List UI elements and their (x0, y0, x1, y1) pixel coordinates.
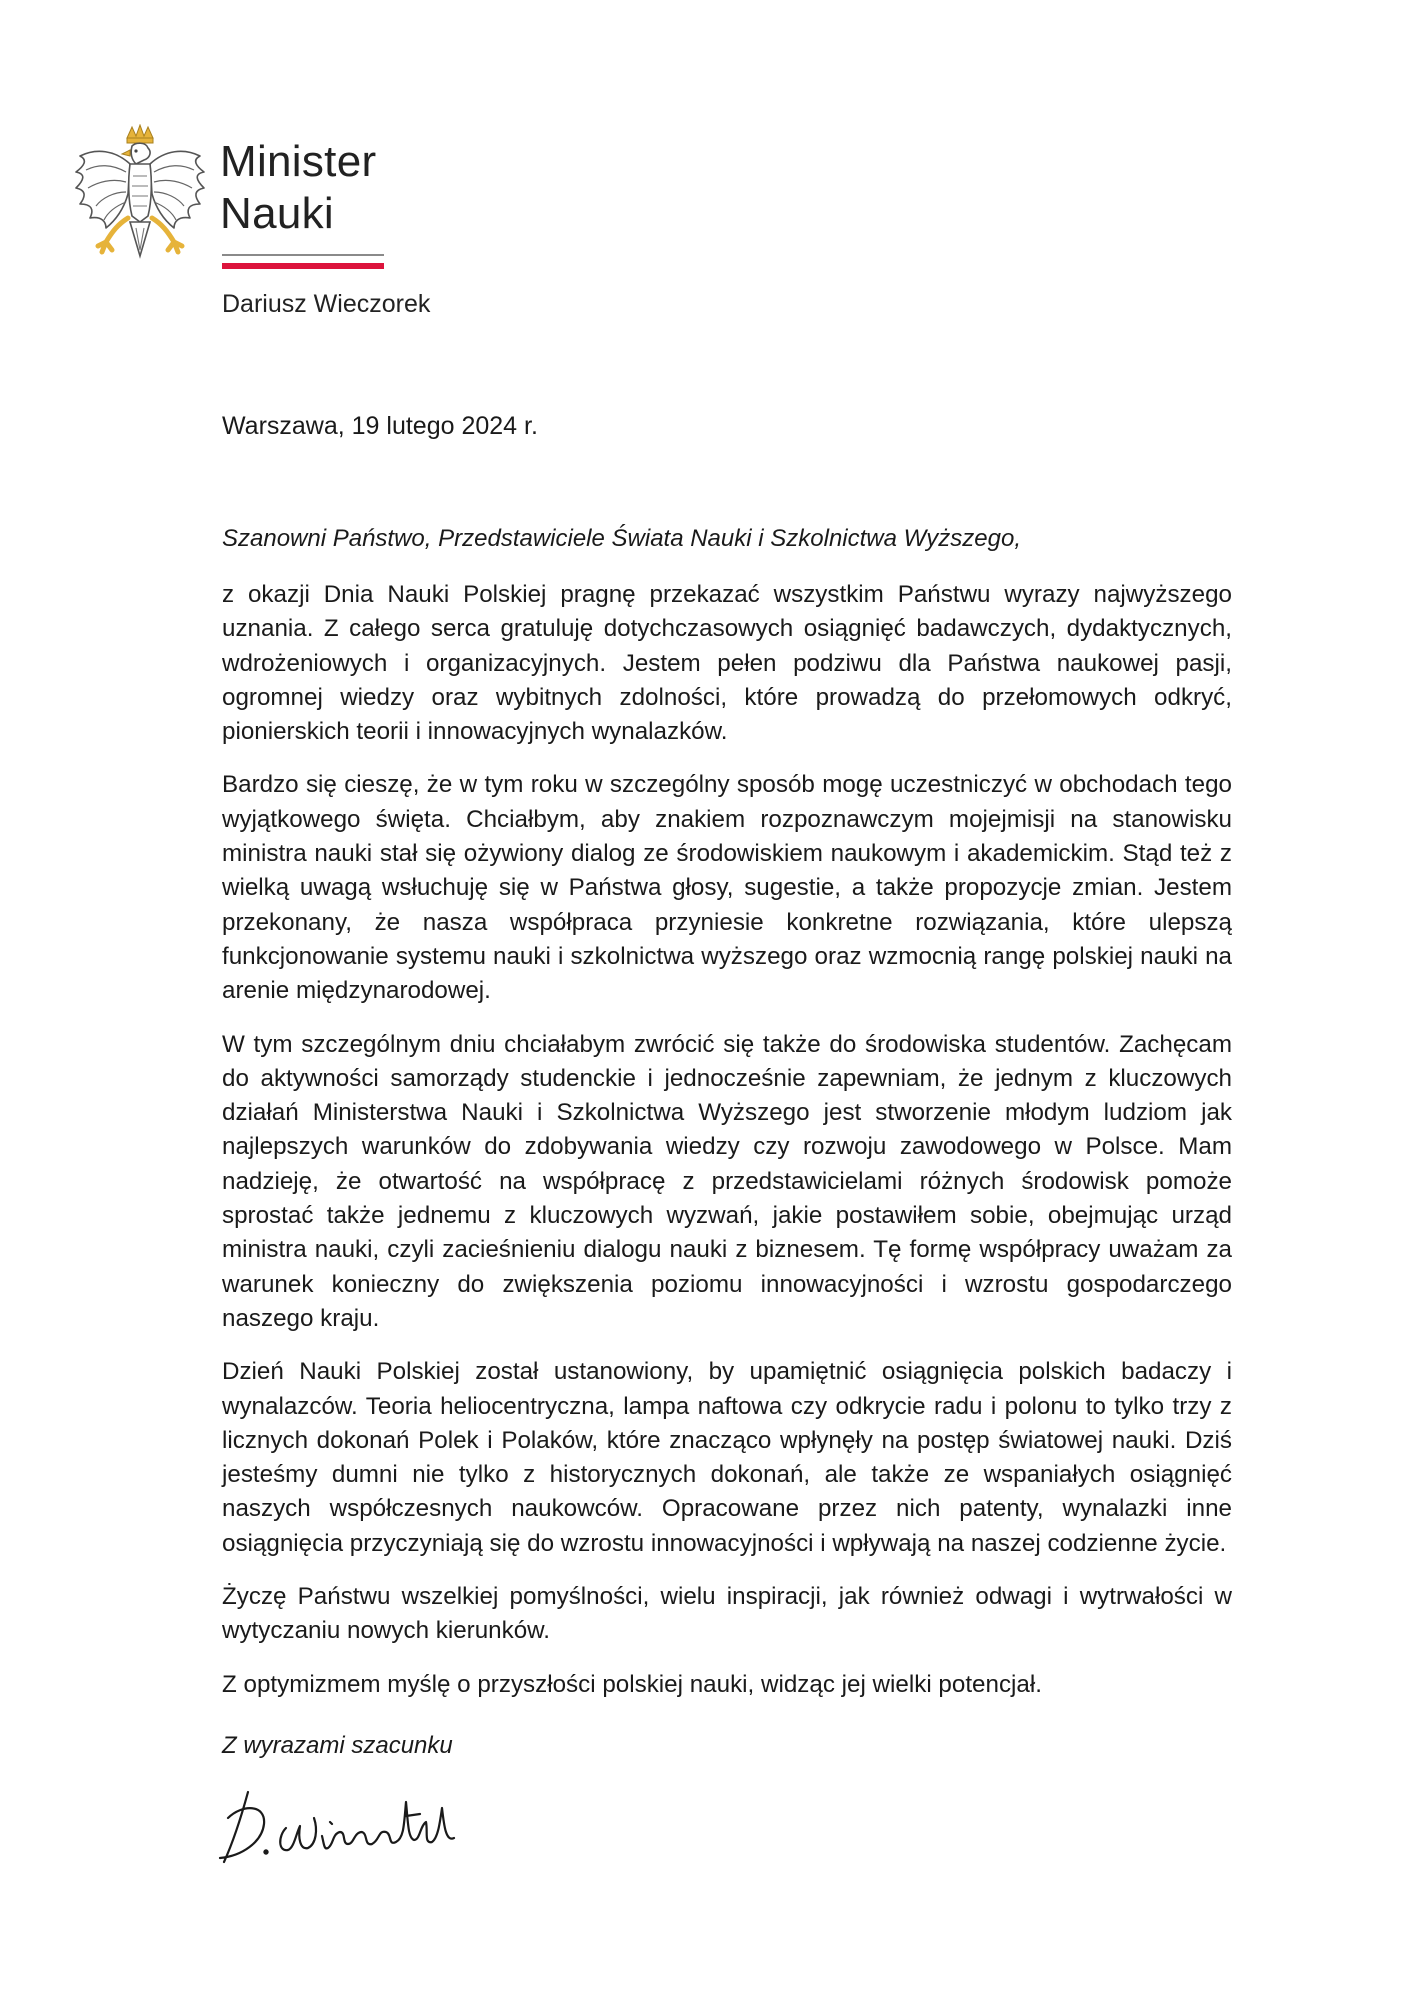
closing-phrase: Z wyrazami szacunku (222, 1732, 453, 1759)
handwritten-signature (208, 1778, 478, 1870)
office-title-line1: Minister (220, 137, 377, 186)
paragraph: Bardzo się cieszę, że w tym roku w szczególny sposób mogę uczestniczyć w obchodach tego wyjątkowego święta. Chciałbym, aby znakiem rozpoznawczym mojejmisji na stanowisku ministra nauki stał się ożywiony dialog ze środowiskiem naukowym i akademickim. Stąd też z wielką uwagą wsłuchuję się w Państwa głosy, sugestie, a także propozycje zmian. Jestem przekonany, że nasza współpraca przyniesie konkretne rozwiązania, które ulepszą funkcjonowanie systemu nauki i szkolnictwa wyższego oraz wzmocnią rangę polskiej nauki na arenie międzynarodowej. (222, 771, 1232, 1005)
national-colors-rule (222, 254, 384, 269)
polish-eagle-icon (70, 124, 210, 274)
minister-name: Dariusz Wieczorek (222, 290, 431, 318)
paragraph: Dzień Nauki Polskiej został ustanowiony, by upamiętnić osiągnięcia polskich badaczy i wynalazców. Teoria heliocentryczna, lampa naftowa czy odkrycie radu i polonu to tylko trzy z licznych dokonań Polek i Polaków, które znacząco wpłynęły na postęp światowej nauki. Dziś jesteśmy dumni nie tylko z historycznych dokonań, ale także ze wspaniałych osiągnięć naszych współczesnych naukowców. Opracowane przez nich patenty, wynalazki inne osiągnięcia przyczyniają się do wzrostu innowacyjności i wpływają na naszej codzienne życie. (222, 1358, 1232, 1557)
salutation: Szanowni Państwo, Przedstawiciele Świata Nauki i Szkolnictwa Wyższego, (222, 525, 1021, 552)
paragraph: Z optymizmem myślę o przyszłości polskiej nauki, widząc jej wielki potencjał. (222, 1670, 1042, 1698)
letter-date: Warszawa, 19 lutego 2024 r. (222, 412, 538, 440)
office-title-line2: Nauki (220, 189, 334, 238)
paragraph: z okazji Dnia Nauki Polskiej pragnę przekazać wszystkim Państwu wyrazy najwyższego uznania. Z całego serca gratuluję dotychczasowych osiągnięć badawczych, dydaktycznych, wdrożeniowych i organizacyjnych. Jestem pełen podziwu dla Państwa naukowej pasji, ogromnej wiedzy oraz wybitnych zdolności, które prowadzą do przełomowych odkryć, pionierskich teorii i innowacyjnych wynalazków. (222, 581, 1232, 746)
paragraph: W tym szczególnym dniu chciałabym zwrócić się także do środowiska studentów. Zachęcam do aktywności samorządy studenckie i jednocześnie zapewniam, że jednym z kluczowych działań Ministerstwa Nauki i Szkolnictwa Wyższego jest stworzenie młodym ludziom jak najlepszych warunków do zdobywania wiedzy czy rozwoju zawodowego w Polsce. Mam nadzieję, że otwartość na współpracę z przedstawicielami różnych środowisk pomoże sprostać także jednemu z kluczowych wyzwań, jakie postawiłem sobie, obejmując urząd ministra nauki, czyli zacieśnieniu dialogu nauki z biznesem. Tę formę współpracy uważam za warunek konieczny do zwiększenia poziomu innowacyjności i wzrostu gospodarczego naszego kraju. (222, 1030, 1232, 1332)
office-title (220, 136, 376, 240)
paragraph: Życzę Państwu wszelkiej pomyślności, wielu inspiracji, jak również odwagi i wytrwałości w wytyczaniu nowych kierunków. (222, 1583, 1232, 1645)
letter-body (222, 578, 1232, 1721)
